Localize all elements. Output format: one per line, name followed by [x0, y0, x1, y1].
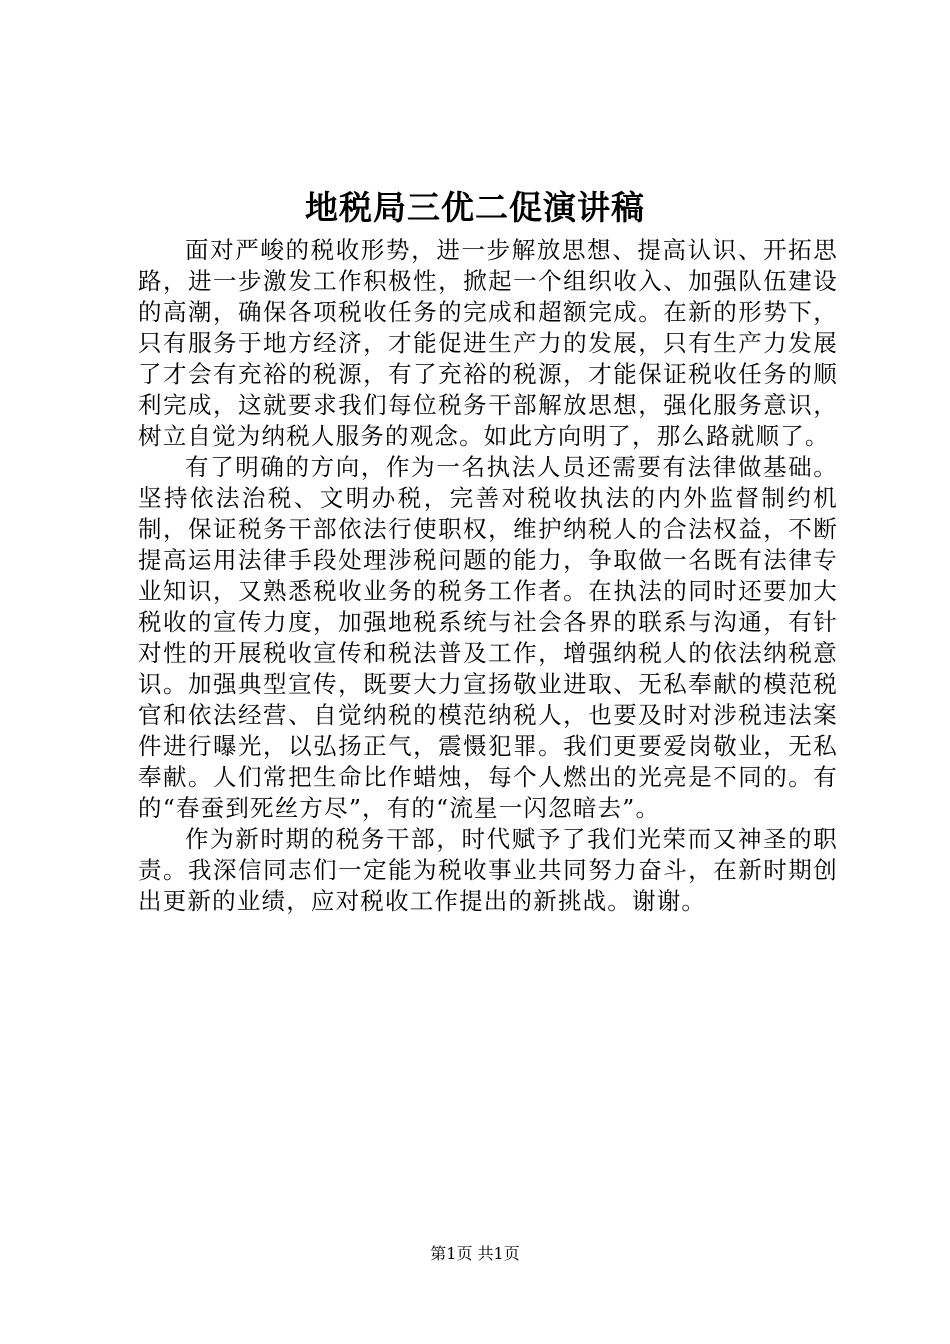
paragraph-2: 有了明确的方向，作为一名执法人员还需要有法律做基础。坚持依法治税、文明办税，完善对税收执法的内外监督制约机制，保证税务干部依法行使职权，维护纳税人的合法权益，不断提高运用法律手段处理涉税问题的能力，争取做一名既有法律专业知识，又熟悉税收业务的税务工作者。在执法的同时还要加大税收的宣传力度，加强地税系统与社会各界的联系与沟通，有针对性的开展税收宣传和税法普及工作，增强纳税人的依法纳税意识。加强典型宣传，既要大力宣扬敬业进取、无私奉献的模范税官和依法经营、自觉纳税的模范纳税人，也要及时对涉税违法案件进行曝光，以弘扬正气，震慑犯罪。我们更要爱岗敬业，无私奉献。人们常把生命比作蜡烛，每个人燃出的光亮是不同的。有的“春蚕到死丝方尽”，有的“流星一闪忽暗去”。: [138, 453, 838, 822]
page-number-footer: 第1页 共1页: [430, 1244, 520, 1263]
document-body: [138, 235, 838, 917]
document-title: 地税局三优二促演讲稿: [305, 188, 645, 227]
paragraph-1: 面对严峻的税收形势，进一步解放思想、提高认识、开拓思路，进一步激发工作积极性，掀起一个组织收入、加强队伍建设的高潮，确保各项税收任务的完成和超额完成。在新的形势下，只有服务于地方经济，才能促进生产力的发展，只有生产力发展了才会有充裕的税源，有了充裕的税源，才能保证税收任务的顺利完成，这就要求我们每位税务干部解放思想，强化服务意识，树立自觉为纳税人服务的观念。如此方向明了，那么路就顺了。: [138, 236, 838, 450]
paragraph-3: 作为新时期的税务干部，时代赋予了我们光荣而又神圣的职责。我深信同志们一定能为税收事业共同努力奋斗，在新时期创出更新的业绩，应对税收工作提出的新挑战。谢谢。: [138, 825, 838, 915]
